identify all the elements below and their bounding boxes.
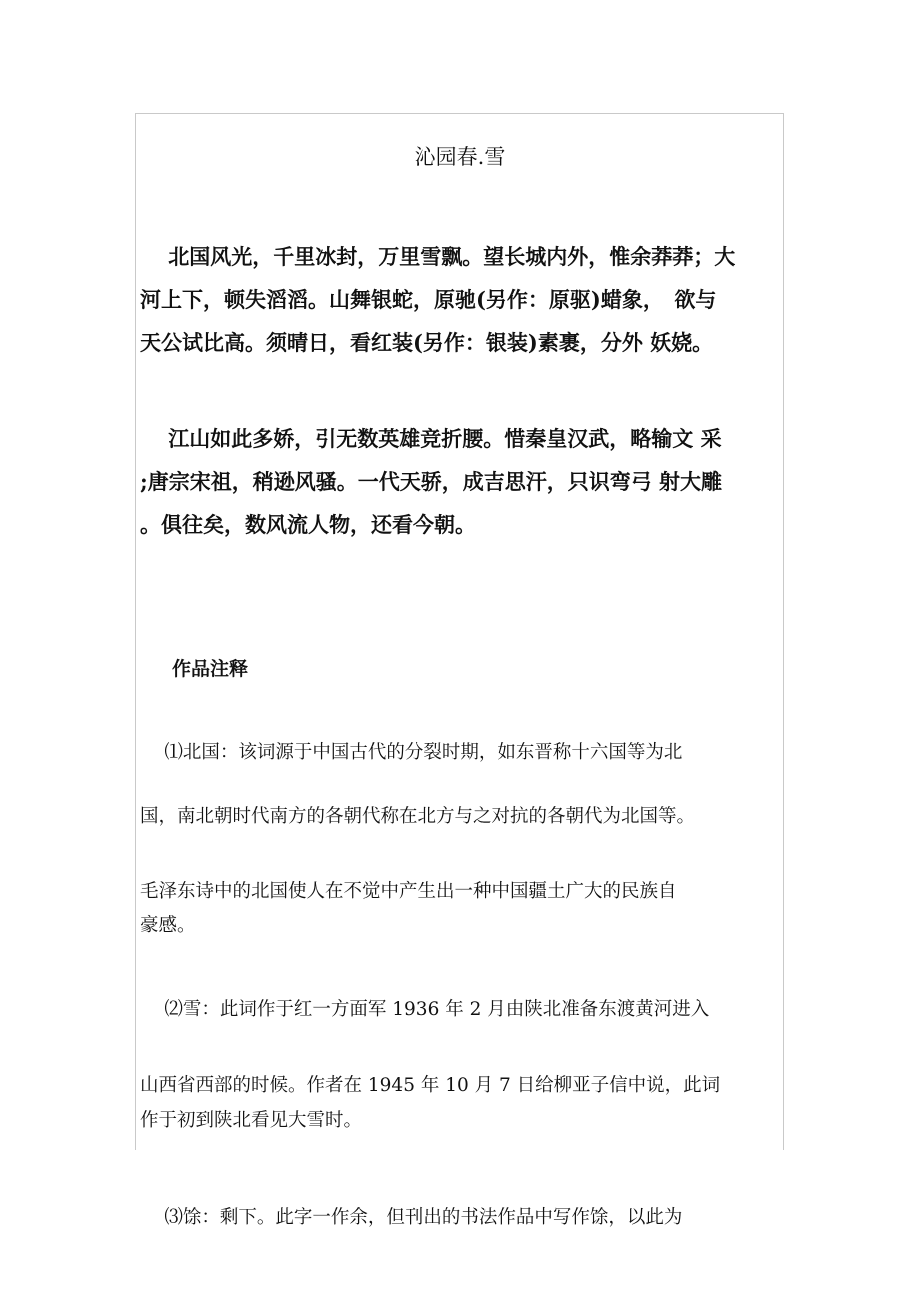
note-line: 山西省西部的时候。作者在 1945 年 10 月 7 日给柳亚子信中说，此词 <box>140 1075 721 1096</box>
poem-stanza-1-line-1: 北国风光，千里冰封，万里雪飘。望长城内外，惟余莽莽；大 <box>140 244 736 269</box>
page-frame-top-border <box>135 113 783 114</box>
notes-heading: 作品注释 <box>172 658 249 680</box>
poem-stanza-2-line-3: 。俱往矣，数风流人物，还看今朝。 <box>140 512 476 537</box>
poem-stanza-2-line-1: 江山如此多娇，引无数英雄竞折腰。惜秦皇汉武，略输文 采 <box>140 426 722 451</box>
note-line: ⑶馀：剩下。此字一作余，但刊出的书法作品中写作馀，以此为 <box>140 1207 683 1228</box>
poem-stanza-1-line-2: 河上下，顿失滔滔。山舞银蛇，原驰(另作：原驱)蜡象， 欲与 <box>140 287 717 312</box>
note-line: ⑵雪：此词作于红一方面军 1936 年 2 月由陕北准备东渡黄河进入 <box>140 999 710 1020</box>
note-line: ⑴北国：该词源于中国古代的分裂时期，如东晋称十六国等为北 <box>140 742 683 763</box>
note-line: 作于初到陕北看见大雪时。 <box>140 1110 363 1131</box>
poem-stanza-1-line-3: 天公试比高。须晴日，看红装(另作：银装)素裹，分外 妖娆。 <box>140 330 714 355</box>
note-line: 毛泽东诗中的北国使人在不觉中产生出一种中国疆土广大的民族自 <box>140 881 677 902</box>
poem-stanza-2-line-2: ;唐宗宋祖，稍逊风骚。一代天骄，成吉思汗，只识弯弓 射大雕 <box>140 469 723 494</box>
poem-title: 沁园春.雪 <box>414 145 506 169</box>
note-line: 豪感。 <box>140 915 196 936</box>
note-line: 国，南北朝时代南方的各朝代称在北方与之对抗的各朝代为北国等。 <box>140 806 696 827</box>
page-frame-left-border <box>135 113 136 1150</box>
